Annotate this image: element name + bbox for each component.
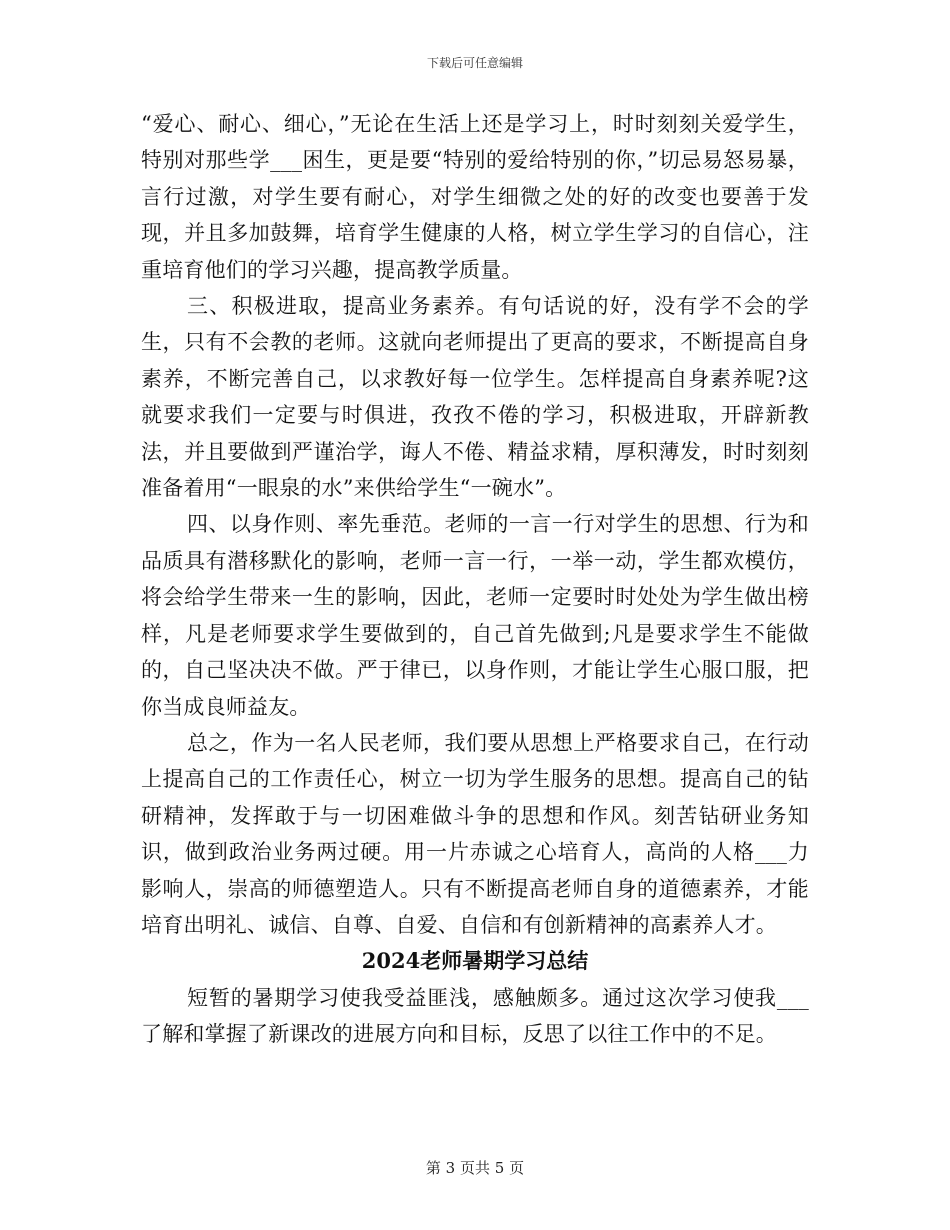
body-paragraph-3: 四、以身作则、率先垂范。老师的一言一行对学生的思想、行为和品质具有潜移默化的影响，老师一言一行，一举一动，学生都欢模仿，将会给学生带来一生的影响，因此，老师一定要时时处处为学生做出榜样，凡是老师要求学生要做到的，自己首先做到;凡是要求学生不能做的，自己坚决决不做。严于律已，以身作则，才能让学生心服口服，把你当成良师益友。 (141, 512, 809, 719)
page-footer: 第 3 页共 5 页 (425, 1159, 525, 1177)
page-header: 下载后可任意编辑 (426, 56, 523, 70)
section-title: 2024老师暑期学习总结 (361, 948, 589, 974)
intro-paragraph: 短暂的暑期学习使我受益匪浅，感触颇多。通过这次学习使我___了解和掌握了新课改的进展方向和目标，反思了以往工作中的不足。 (141, 985, 809, 1047)
document-body (141, 106, 809, 1053)
body-paragraph-1: “爱心、耐心、细心，”无论在生活上还是学习上，时时刻刻关爱学生，特别对那些学___困生，更是要“特别的爱给特别的你，”切忌易怒易暴，言行过激，对学生要有耐心，对学生细微之处的好的改变也要善于发现，并且多加鼓舞，培育学生健康的人格，树立学生学习的自信心，注重培育他们的学习兴趣，提高教学质量。 (141, 112, 809, 282)
body-paragraph-4: 总之，作为一名人民老师，我们要从思想上严格要求自己，在行动上提高自己的工作责任心，树立一切为学生服务的思想。提高自己的钻研精神，发挥敢于与一切困难做斗争的思想和作风。刻苦钻研业务知识，做到政治业务两过硬。用一片赤诚之心培育人，高尚的人格___力影响人，崇高的师德塑造人。只有不断提高老师自身的道德素养，才能培育出明礼、诚信、自尊、自爱、自信和有创新精神的高素养人才。 (141, 730, 809, 937)
body-paragraph-2: 三、积极进取，提高业务素养。有句话说的好，没有学不会的学生，只有不会教的老师。这就向老师提出了更高的要求，不断提高自身素养，不断完善自己，以求教好每一位学生。怎样提高自身素养呢?这就要求我们一定要与时俱进，孜孜不倦的学习，积极进取，开辟新教法，并且要做到严谨治学，诲人不倦、精益求精，厚积薄发，时时刻刻准备着用“一眼泉的水”来供给学生“一碗水”。 (141, 294, 809, 501)
